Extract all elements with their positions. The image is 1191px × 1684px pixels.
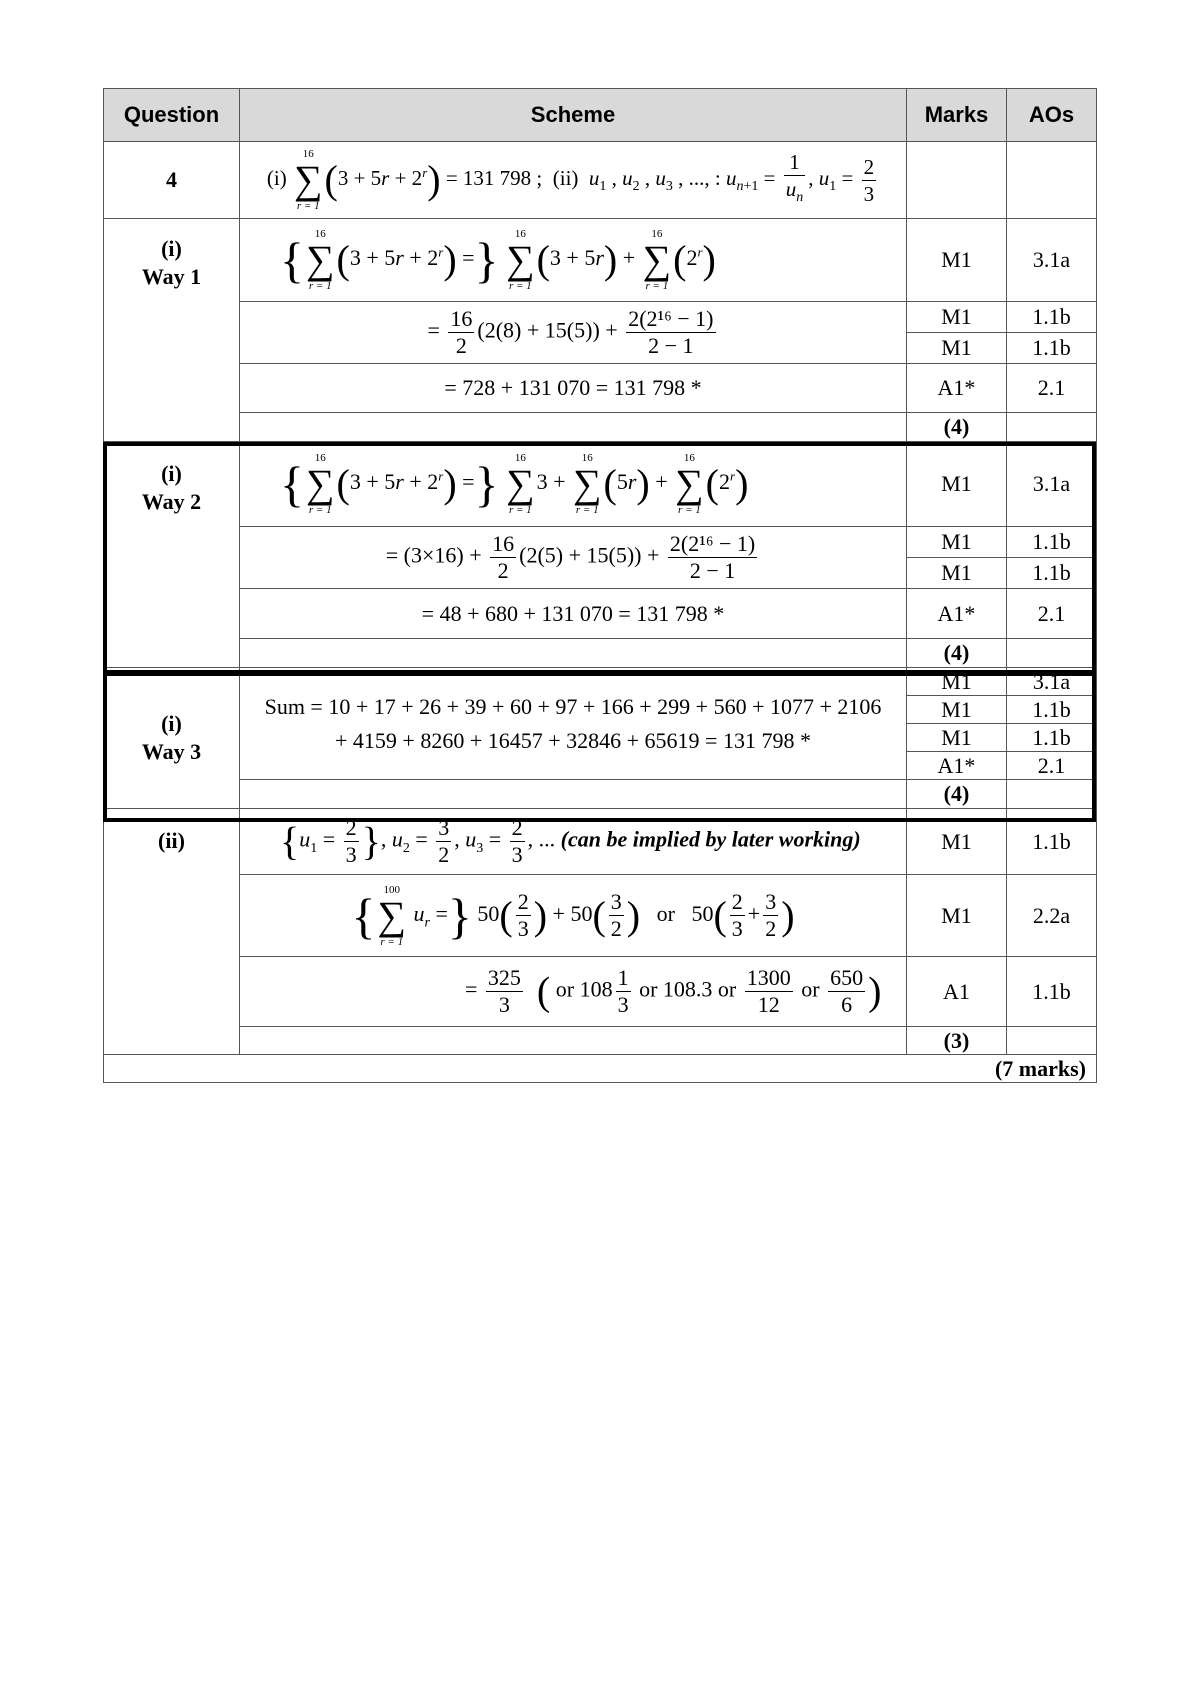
- way2-step-2: = (3×16) + $\frac{16}{2}$ (2(5) + 15(5)) + $\frac{\text{2(2¹⁶ − 1)}}{2 - 1}$: [240, 527, 907, 589]
- partii-total: (3): [907, 1027, 1007, 1055]
- way3-ao-1: 3.1a: [1007, 668, 1097, 696]
- way1-step-1: { 16 ∑ r = 1 $(3 + 5r + 2^r)$ =} 16 ∑ r = 1 (3 + 5r) + 16 ∑ r = 1 (2$^r$): [240, 219, 907, 302]
- way2-mark-3: A1*: [907, 589, 1007, 639]
- way1-ao-2b: 1.1b: [1007, 333, 1097, 364]
- way3-mark-2: M1: [907, 696, 1007, 724]
- partii-row-3: [104, 957, 1097, 1027]
- question-row: [104, 142, 1097, 219]
- way3-mark-4: A1*: [907, 752, 1007, 780]
- partii-label: (ii): [104, 809, 240, 1055]
- way1-ao-3: 2.1: [1007, 364, 1097, 413]
- partii-mark-2: M1: [907, 875, 1007, 957]
- partii-step-2: { 100 ∑ r = 1 $u_r$ =} 50( $\frac{2}{3}$ ) + 50( $\frac{3}{2}$ ) or 50( $\frac{2}{3}$ + $\frac{3}{2}$ ): [240, 875, 907, 957]
- way3-row-1: [104, 668, 1097, 696]
- way2-ao-3: 2.1: [1007, 589, 1097, 639]
- way2-total-row: [104, 639, 1097, 668]
- partii-step-1: {$u_1$ = $\frac{2}{3}$ }, $u_2$ = $\frac{3}{2}$ , $u_3$ = $\frac{2}{3}$ , ... (can be implied by later working): [240, 809, 907, 875]
- way2-row-3: [104, 589, 1097, 639]
- partii-ao-3: 1.1b: [1007, 957, 1097, 1027]
- way2-row-1: [104, 442, 1097, 527]
- partii-row-1: [104, 809, 1097, 875]
- way3-mark-1: M1: [907, 668, 1007, 696]
- question-marks-empty: [907, 142, 1007, 219]
- way2-ao-1: 3.1a: [1007, 442, 1097, 527]
- way3-total: (4): [907, 780, 1007, 809]
- way3-ao-3: 1.1b: [1007, 724, 1097, 752]
- header-scheme: Scheme: [240, 89, 907, 142]
- way3-ao-2: 1.1b: [1007, 696, 1097, 724]
- way3-total-row: [104, 780, 1097, 809]
- header-row: [104, 89, 1097, 142]
- way1-total: (4): [907, 413, 1007, 442]
- partii-step-3: = $\frac{325}{3}$ ( or 108 $\frac{1}{3}$ or 108.3 or $\frac{1300}{12}$ or $\frac{650}{6}$ ): [240, 957, 907, 1027]
- way1-step-2: = $\frac{16}{2}$ (2(8) + 15(5)) + $\frac{\text{2(2¹⁶ − 1)}}{2 - 1}$: [240, 302, 907, 364]
- partii-ao-2: 2.2a: [1007, 875, 1097, 957]
- way1-mark-2a: M1: [907, 302, 1007, 333]
- way2-row-2a: [104, 527, 1097, 558]
- way2-ao-2a: 1.1b: [1007, 527, 1097, 558]
- way2-step-1: { 16 ∑ r = 1 $(3 + 5r + 2^r)$ =} 16 ∑ r = 1 3 + 16 ∑ r = 1 (5r) + 16 ∑ r = 1 (2$^r$): [240, 442, 907, 527]
- way2-mark-1: M1: [907, 442, 1007, 527]
- way1-total-row: [104, 413, 1097, 442]
- way1-mark-2b: M1: [907, 333, 1007, 364]
- header-question: Question: [104, 89, 240, 142]
- way2-label: (i) Way 2: [104, 442, 240, 668]
- partii-mark-3: A1: [907, 957, 1007, 1027]
- grand-total: (7 marks): [104, 1055, 1097, 1083]
- header-marks: Marks: [907, 89, 1007, 142]
- way1-label: (i) Way 1: [104, 219, 240, 442]
- partii-ao-1: 1.1b: [1007, 809, 1097, 875]
- way2-total: (4): [907, 639, 1007, 668]
- way1-row-2a: [104, 302, 1097, 333]
- way1-mark-1: M1: [907, 219, 1007, 302]
- way3-ao-4: 2.1: [1007, 752, 1097, 780]
- way3-mark-3: M1: [907, 724, 1007, 752]
- partii-row-2: [104, 875, 1097, 957]
- question-number: 4: [104, 142, 240, 219]
- way1-mark-3: A1*: [907, 364, 1007, 413]
- question-statement: (i) 16 ∑ r = 1 $(3 + 5r + 2^r) = 131$ 798 ; (ii) $u_1$ , $u_2$ , $u_3$ , ..., : $u_{n+1}$ = $\frac{1}{u_n}$ , $u_1$ = $\frac{2}{3}$: [240, 142, 907, 219]
- way1-ao-2a: 1.1b: [1007, 302, 1097, 333]
- partii-total-row: [104, 1027, 1097, 1055]
- grand-total-row: [104, 1055, 1097, 1083]
- way3-sum: Sum = 10 + 17 + 26 + 39 + 60 + 97 + 166 + 299 + 560 + 1077 + 2106 + 4159 + 8260 + 16457 + 32846 + 65619 = 131 798 *: [240, 668, 907, 780]
- way1-ao-1: 3.1a: [1007, 219, 1097, 302]
- way2-step-3: = 48 + 680 + 131 070 = 131 798 *: [240, 589, 907, 639]
- question-aos-empty: [1007, 142, 1097, 219]
- way1-step-3: = 728 + 131 070 = 131 798 *: [240, 364, 907, 413]
- way2-mark-2b: M1: [907, 558, 1007, 589]
- mark-scheme-table: [103, 88, 1097, 1083]
- way1-row-1: [104, 219, 1097, 302]
- partii-mark-1: M1: [907, 809, 1007, 875]
- way1-row-3: [104, 364, 1097, 413]
- way3-label: (i) Way 3: [104, 668, 240, 809]
- header-aos: AOs: [1007, 89, 1097, 142]
- way2-mark-2a: M1: [907, 527, 1007, 558]
- way2-ao-2b: 1.1b: [1007, 558, 1097, 589]
